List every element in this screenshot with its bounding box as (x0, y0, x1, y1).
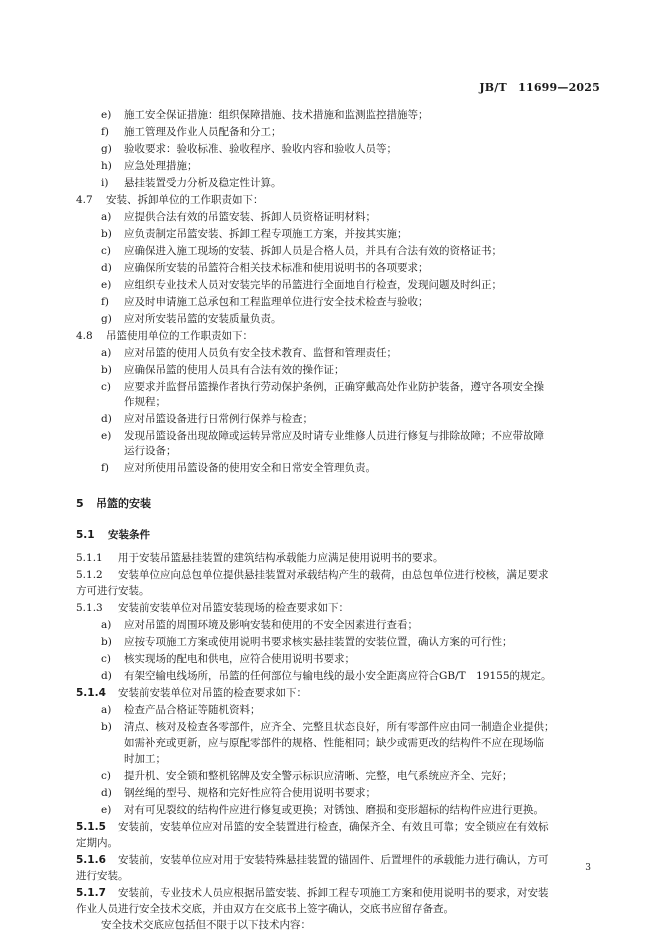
clause-number: 5.1.7 (76, 887, 106, 899)
list-item-continuation: 作规程； (124, 396, 166, 408)
clause-continuation: 方可进行安装。 (76, 585, 150, 597)
list-label: f) (101, 126, 109, 138)
clause-number: 5.1.5 (76, 821, 106, 833)
list-item: 核实现场的配电和供电，应符合使用说明书要求； (124, 653, 355, 665)
list-item: 应对所安装吊篮的安装质量负责。 (124, 313, 282, 325)
list-item: 应要求并监督吊篮操作者执行劳动保护条例，正确穿戴高处作业防护装备，遵守各项安全操 (124, 381, 544, 393)
list-label: b) (101, 228, 112, 240)
list-item: 应提供合法有效的吊篮安装、拆卸人员资格证明材料； (124, 211, 376, 223)
list-item: 应急处理措施； (124, 160, 198, 172)
list-item: 对有可见裂纹的结构件应进行修复或更换；对锈蚀、磨损和变形超标的结构件应进行更换。 (124, 804, 544, 816)
clause-text: 安装单位应向总包单位提供悬挂装置对承载结构产生的载荷，由总包单位进行校核，满足要求 (118, 569, 549, 581)
list-item: 应确保进入施工现场的安装、拆卸人员是合格人员，并具有合法有效的资格证书； (124, 245, 502, 257)
list-item: 应负责制定吊篮安装、拆卸工程专项施工方案，并按其实施； (124, 228, 408, 240)
list-item: 应按专项施工方案或使用说明书要求核实悬挂装置的安装位置，确认方案的可行性； (124, 636, 513, 648)
list-label: e) (101, 279, 112, 291)
clause-number: 5.1.1 (76, 552, 103, 564)
clause-continuation: 进行安装。 (76, 870, 129, 882)
list-label: a) (101, 704, 112, 716)
list-item: 清点、核对及检查各零部件，应齐全、完整且状态良好，所有零部件应由同一制造企业提供； (124, 721, 555, 733)
list-label: d) (101, 413, 112, 425)
clause-continuation: 定期内。 (76, 837, 118, 849)
list-item: 应组织专业技术人员对安装完毕的吊篮进行全面地自行检查，发现问题及时纠正； (124, 279, 502, 291)
clause-number: 5.1.3 (76, 602, 103, 614)
list-label: e) (101, 109, 112, 121)
list-item: 发现吊篮设备出现故障或运转异常应及时请专业维修人员进行修复与排除故障；不应带故障 (124, 430, 544, 442)
list-label: c) (101, 381, 111, 393)
list-label: c) (101, 770, 111, 782)
page-number: 3 (585, 863, 591, 873)
list-item: 检查产品合格证等随机资料； (124, 704, 261, 716)
clause-text: 安装前，专业技术人员应根据吊篮安装、拆卸工程专项施工方案和使用说明书的要求，对安装 (118, 887, 549, 899)
list-item-continuation: 如需补充或更新，应与原配零部件的规格、性能相同；缺少或需更改的结构件不应在现场临 (124, 737, 544, 749)
list-label: d) (101, 262, 112, 274)
list-label: e) (101, 804, 112, 816)
clause-number: 5.1.6 (76, 854, 106, 866)
list-item: 应对吊篮设备进行日常例行保养与检查； (124, 413, 313, 425)
list-label: b) (101, 364, 112, 376)
list-label: f) (101, 462, 109, 474)
list-item: 钢丝绳的型号、规格和完好性应符合使用说明书要求； (124, 787, 376, 799)
clause-number: 4.8 (76, 330, 93, 342)
section-title: 吊篮的安装 (96, 497, 151, 510)
list-label: d) (101, 787, 112, 799)
list-label: h) (101, 160, 112, 172)
list-label: a) (101, 619, 112, 631)
list-item: 应对吊篮的周围环境及影响安装和使用的不安全因素进行查看； (124, 619, 418, 631)
list-item: 应确保所安装的吊篮符合相关技术标准和使用说明书的各项要求； (124, 262, 429, 274)
list-item: 应对吊篮的使用人员负有安全技术教育、监督和管理责任； (124, 347, 397, 359)
clause-number: 4.7 (76, 194, 93, 206)
section-number: 5 (76, 497, 84, 510)
list-item-continuation: 运行设备； (124, 445, 177, 457)
clause-text: 安装前，安装单位应对吊篮的安全装置进行检查，确保齐全、有效且可靠；安全锁应在有效标 (118, 821, 549, 833)
clause-continuation: 作业人员进行安全技术交底，并由双方在交底书上签字确认，交底书应留存备查。 (76, 903, 454, 915)
list-label: c) (101, 653, 111, 665)
clause-number: 5.1.2 (76, 569, 103, 581)
list-label: a) (101, 347, 112, 359)
list-item: 悬挂装置受力分析及稳定性计算。 (124, 177, 282, 189)
subsection-title: 安装条件 (108, 529, 150, 541)
list-item: 应及时申请施工总承包和工程监理单位进行安全技术检查与验收； (124, 296, 429, 308)
list-label: f) (101, 296, 109, 308)
clause-number: 5.1.4 (76, 687, 106, 699)
list-label: c) (101, 245, 111, 257)
list-label: g) (101, 313, 112, 325)
list-label: b) (101, 721, 112, 733)
list-label: d) (101, 670, 112, 682)
clause-continuation: 安全技术交底应包括但不限于以下技术内容： (101, 919, 311, 931)
clause-title: 安装前安装单位对吊篮的检查要求如下： (118, 687, 307, 699)
clause-title: 吊篮使用单位的工作职责如下： (106, 330, 253, 342)
subsection-number: 5.1 (76, 529, 95, 541)
clause-text: 安装前，安装单位应对用于安装特殊悬挂装置的锚固件、后置埋件的承载能力进行确认，方可 (118, 854, 549, 866)
list-label: b) (101, 636, 112, 648)
list-item: 施工安全保证措施：组织保障措施、技术措施和监测监控措施等； (124, 109, 429, 121)
list-item: 应对所使用吊篮设备的使用安全和日常安全管理负责。 (124, 462, 376, 474)
list-item: 施工管理及作业人员配备和分工； (124, 126, 282, 138)
list-label: e) (101, 430, 112, 442)
clause-title: 安装前安装单位对吊篮安装现场的检查要求如下： (118, 602, 349, 614)
list-item: 验收要求：验收标准、验收程序、验收内容和验收人员等； (124, 143, 397, 155)
list-item: 提升机、安全锁和整机铭牌及安全警示标识应清晰、完整，电气系统应齐全、完好； (124, 770, 513, 782)
clause-text: 用于安装吊篮悬挂装置的建筑结构承载能力应满足使用说明书的要求。 (118, 552, 444, 564)
standard-code-header: JB/T 11699—2025 (479, 81, 600, 94)
list-label: g) (101, 143, 112, 155)
list-label: a) (101, 211, 112, 223)
list-label: i) (101, 177, 109, 189)
clause-title: 安装、拆卸单位的工作职责如下： (106, 194, 264, 206)
list-item-continuation: 时加工； (124, 753, 166, 765)
list-item: 有架空输电线场所，吊篮的任何部位与输电线的最小安全距离应符合GB/T 19155的规定。 (124, 670, 552, 682)
list-item: 应确保吊篮的使用人员具有合法有效的操作证； (124, 364, 345, 376)
